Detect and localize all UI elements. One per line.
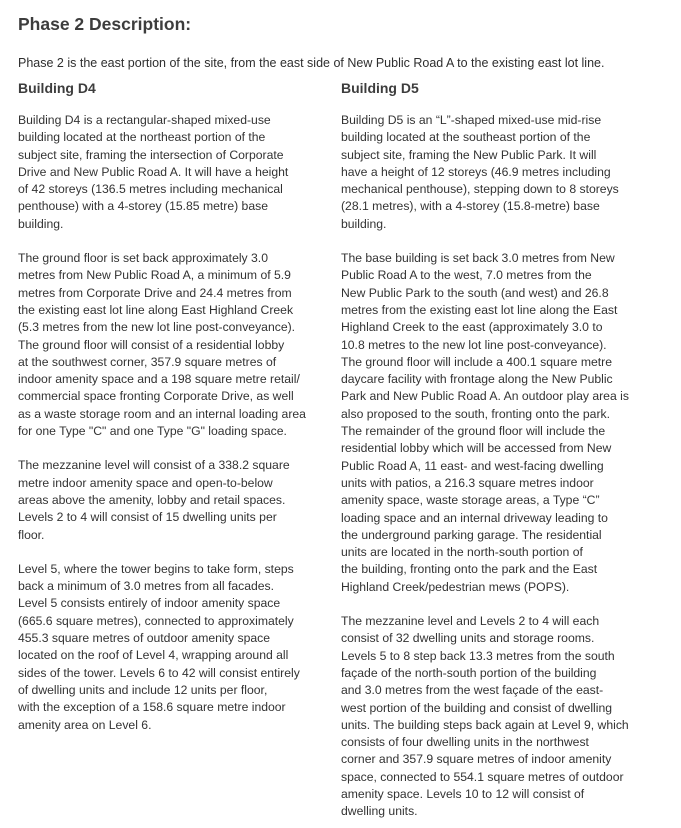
building-d4-paragraph: The mezzanine level will consist of a 338.2 square metre indoor amenity space and open-to-below areas above the amenity, lobby and retail spaces. Levels 2 to 4 will consist of 15 dwelling units per floor. bbox=[18, 458, 290, 542]
building-d4-paragraph: The ground floor is set back approximately 3.0 metres from New Public Road A, a minimum of 5.9 metres from Corporate Drive and 24.4 metres from the existing east lot line along East Highland Creek (5.3 metres from the new lot line post-conveyance). The ground floor will consist of a residential lobby at the southwest corner, 357.9 square metres of indoor amenity space and a 198 square metre retail/ commercial space fronting Corporate Drive, as well as a waste storage room and an internal loading area for one Type "C" and one Type "G" loading space. bbox=[18, 251, 306, 439]
building-d5-heading: Building D5 bbox=[341, 80, 419, 96]
building-d4-heading: Building D4 bbox=[18, 80, 96, 96]
building-d5-paragraph: The mezzanine level and Levels 2 to 4 will each consist of 32 dwelling units and storage rooms. Levels 5 to 8 step back 13.3 metres from the south façade of the north-south portion of the building and 3.0 metres from the west façade of the east- west portion of the building and consist of dwelling units. The building steps back again at Level 9, which consists of four dwelling units in the northwest corner and 357.9 square metres of indoor amenity space, connected to 554.1 square metres of outdoor amenity space. Levels 10 to 12 will consist of dwelling units. bbox=[341, 614, 629, 819]
building-d4-paragraph: Building D4 is a rectangular-shaped mixed-use building located at the northeast portion of the subject site, framing the intersection of Corporate Drive and New Public Road A. It will have a height of 42 storeys (136.5 metres including mechanical penthouse) with a 4-storey (15.85 metre) base building. bbox=[18, 113, 289, 231]
building-d4-section bbox=[18, 80, 336, 821]
building-d5-paragraph: The base building is set back 3.0 metres from New Public Road A to the west, 7.0 metres from the New Public Park to the south (and west) and 26.8 metres from the existing east lot line along the East Highland Creek to the east (approximately 3.0 to 10.8 metres to the new lot line post-conveyance). The ground floor will include a 400.1 square metre daycare facility with frontage along the New Public Park and New Public Road A. An outdoor play area is also proposed to the south, fronting onto the park. The remainder of the ground floor will include the residential lobby which will be accessed from New Public Road A, 11 east- and west-facing dwelling units with patios, a 216.3 square metres indoor amenity space, waste storage areas, a Type “C” loading space and an internal driveway leading to the underground parking garage. The residential units are located in the north-south portion of the building, fronting onto the park and the East Highland Creek/pedestrian mews (POPS). bbox=[341, 251, 629, 594]
building-columns bbox=[18, 80, 663, 821]
building-d5-section bbox=[341, 80, 659, 821]
building-d4-paragraph: Level 5, where the tower begins to take form, steps back a minimum of 3.0 metres from all facades. Level 5 consists entirely of indoor amenity space (665.6 square metres), connected to approximately 455.3 square metres of outdoor amenity space located on the roof of Level 4, wrapping around all sides of the tower. Levels 6 to 42 will consist entirely of dwelling units and include 12 units per floor, with the exception of a 158.6 square metre indoor amenity area on Level 6. bbox=[18, 561, 300, 732]
page-title: Phase 2 Description: bbox=[18, 14, 192, 34]
phase-intro: Phase 2 is the east portion of the site, from the east side of New Public Road A to the existing east lot line. bbox=[18, 56, 605, 70]
building-d5-paragraph: Building D5 is an “L”-shaped mixed-use mid-rise building located at the southeast portion of the subject site, framing the New Public Park. It will have a height of 12 storeys (46.9 metres including mechanical penthouse), stepping down to 8 storeys (28.1 metres), with a 4-storey (15.8-metre) base building. bbox=[341, 113, 619, 231]
